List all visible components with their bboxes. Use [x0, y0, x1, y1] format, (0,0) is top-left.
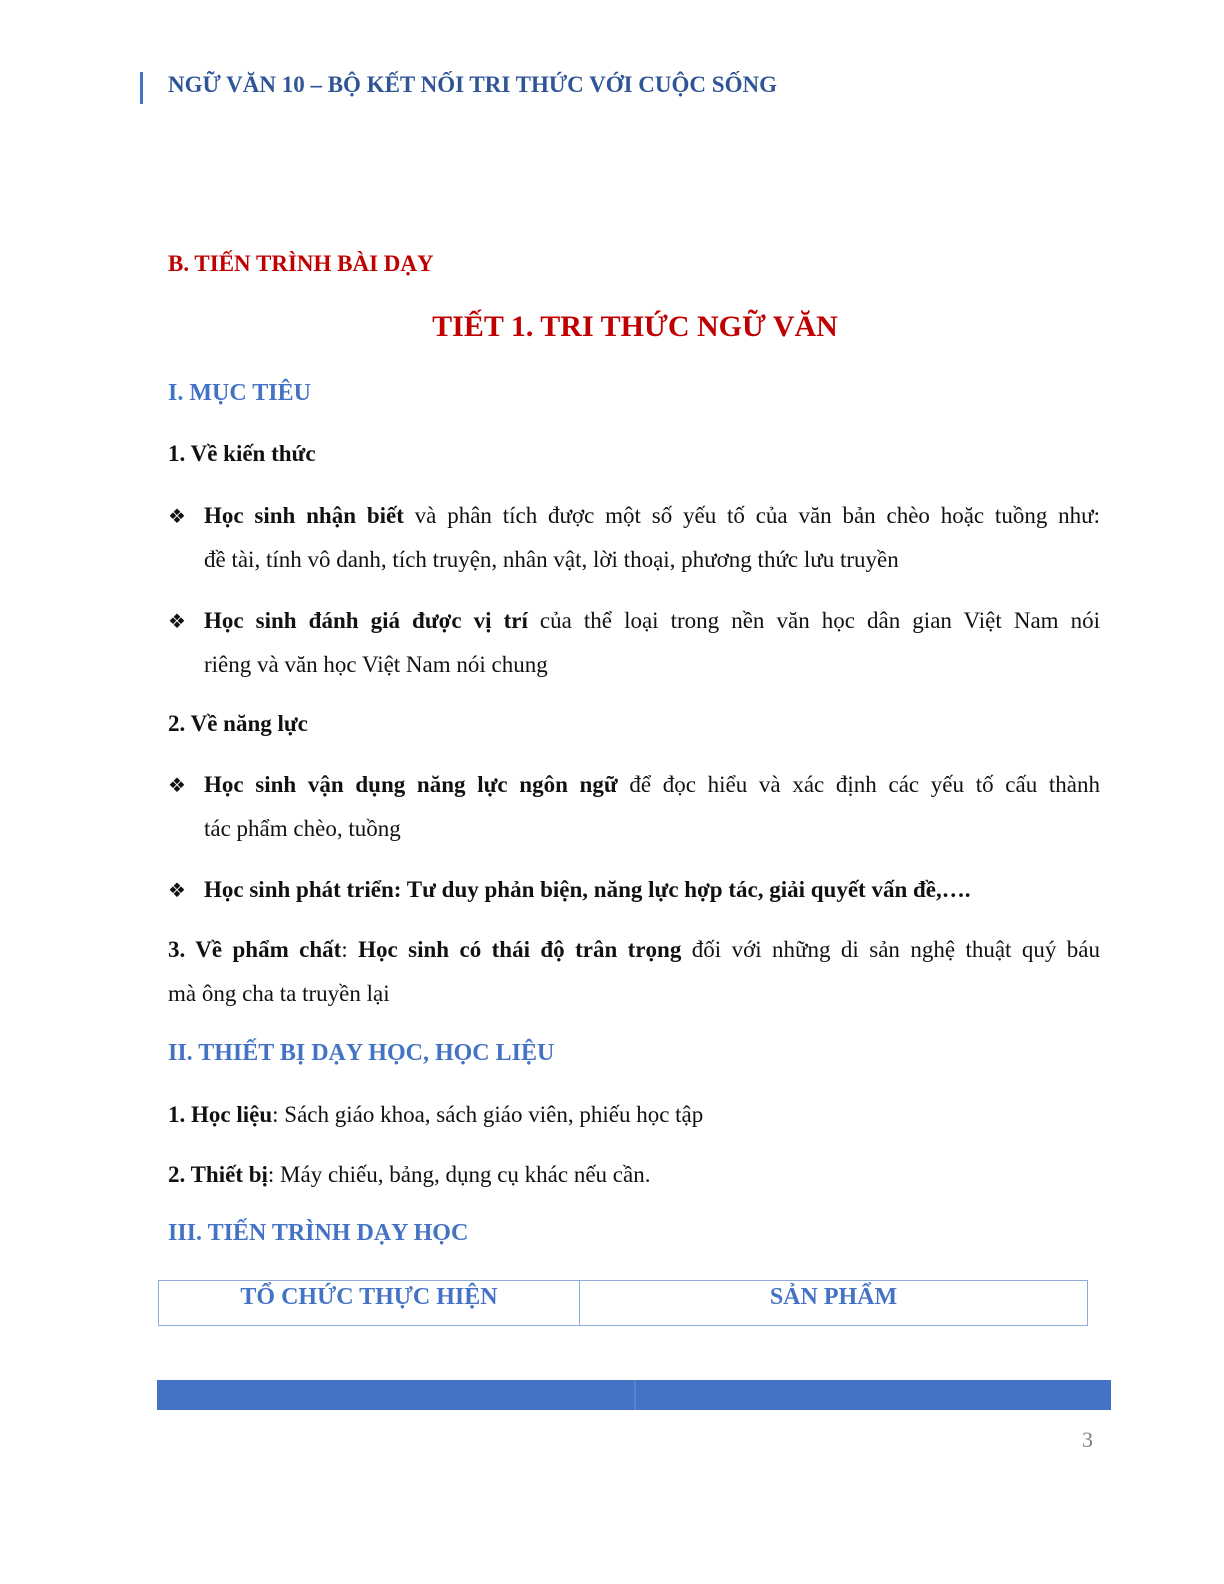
pham-chat-bold: Học sinh có thái độ trân trọng: [358, 937, 682, 962]
page-number: 3: [1082, 1427, 1093, 1452]
diamond-bullet-icon: ❖: [168, 504, 186, 528]
process-table-header: [158, 1280, 1088, 1326]
footer-band: [157, 1380, 1111, 1410]
list-item: [168, 763, 1100, 851]
pham-chat-colon: :: [341, 937, 359, 962]
thiet-bi-line: [168, 1153, 1100, 1197]
hoc-lieu-label: 1. Học liệu: [168, 1102, 273, 1127]
list-item: [168, 599, 1100, 687]
thiet-bi-text: : Máy chiếu, bảng, dụng cụ khác nếu cần.: [267, 1162, 651, 1187]
table-header-san-pham: SẢN PHẨM: [769, 1284, 898, 1310]
bullet-bold-text: Học sinh đánh giá được vị trí: [204, 608, 528, 633]
pham-chat-paragraph: [168, 928, 1100, 1016]
footer-band-divider: [634, 1380, 636, 1410]
bullet-bold-text: Học sinh phát triển: Tư duy phản biện, năng lực hợp tác, giải quyết vấn đề,….: [204, 877, 971, 902]
hoc-lieu-line: [168, 1093, 1100, 1137]
bullet-text: để đọc hiểu và xác định các yếu tố cấu thành: [617, 772, 1100, 797]
kien-thuc-heading: 1. Về kiến thức: [168, 441, 316, 466]
nang-luc-heading: 2. Về năng lực: [168, 711, 308, 736]
hoc-lieu-text: : Sách giáo khoa, sách giáo viên, phiếu học tập: [272, 1102, 704, 1127]
pham-chat-label: 3. Về phẩm chất: [168, 937, 342, 962]
page-title: TIẾT 1. TRI THỨC NGỮ VĂN: [432, 310, 838, 343]
diamond-bullet-icon: ❖: [168, 878, 186, 902]
list-item: [168, 868, 1100, 912]
muc-tieu-heading: I. MỤC TIÊU: [168, 380, 311, 406]
bullet-text-cont: đề tài, tính vô danh, tích truyện, nhân vật, lời thoại, phương thức lưu truyền: [204, 547, 899, 572]
tien-trinh-heading: III. TIẾN TRÌNH DẠY HỌC: [168, 1220, 469, 1246]
thiet-bi-label: 2. Thiết bị: [168, 1162, 268, 1187]
list-item: [168, 494, 1100, 582]
diamond-bullet-icon: ❖: [168, 609, 186, 633]
running-header-title: NGỮ VĂN 10 – BỘ KẾT NỐI TRI THỨC VỚI CUỘC SỐNG: [168, 72, 777, 97]
bullet-text-cont: riêng và văn học Việt Nam nói chung: [204, 652, 548, 677]
bullet-text: và phân tích được một số yếu tố của văn bản chèo hoặc tuồng như:: [403, 503, 1100, 528]
pham-chat-text: đối với những di sản nghệ thuật quý báu: [681, 937, 1100, 962]
diamond-bullet-icon: ❖: [168, 773, 186, 797]
thiet-bi-heading: II. THIẾT BỊ DẠY HỌC, HỌC LIỆU: [168, 1040, 555, 1066]
pham-chat-text-cont: mà ông cha ta truyền lại: [168, 981, 390, 1006]
bullet-bold-text: Học sinh vận dụng năng lực ngôn ngữ: [204, 772, 618, 797]
section-b-heading: B. TIẾN TRÌNH BÀI DẠY: [168, 251, 434, 276]
header-accent-bar: [140, 72, 143, 104]
bullet-text-cont: tác phẩm chèo, tuồng: [204, 816, 401, 841]
bullet-text: của thể loại trong nền văn học dân gian Việt Nam nói: [527, 608, 1100, 633]
table-header-to-chuc: TỔ CHỨC THỰC HIỆN: [159, 1281, 580, 1325]
bullet-bold-text: Học sinh nhận biết: [204, 503, 404, 528]
